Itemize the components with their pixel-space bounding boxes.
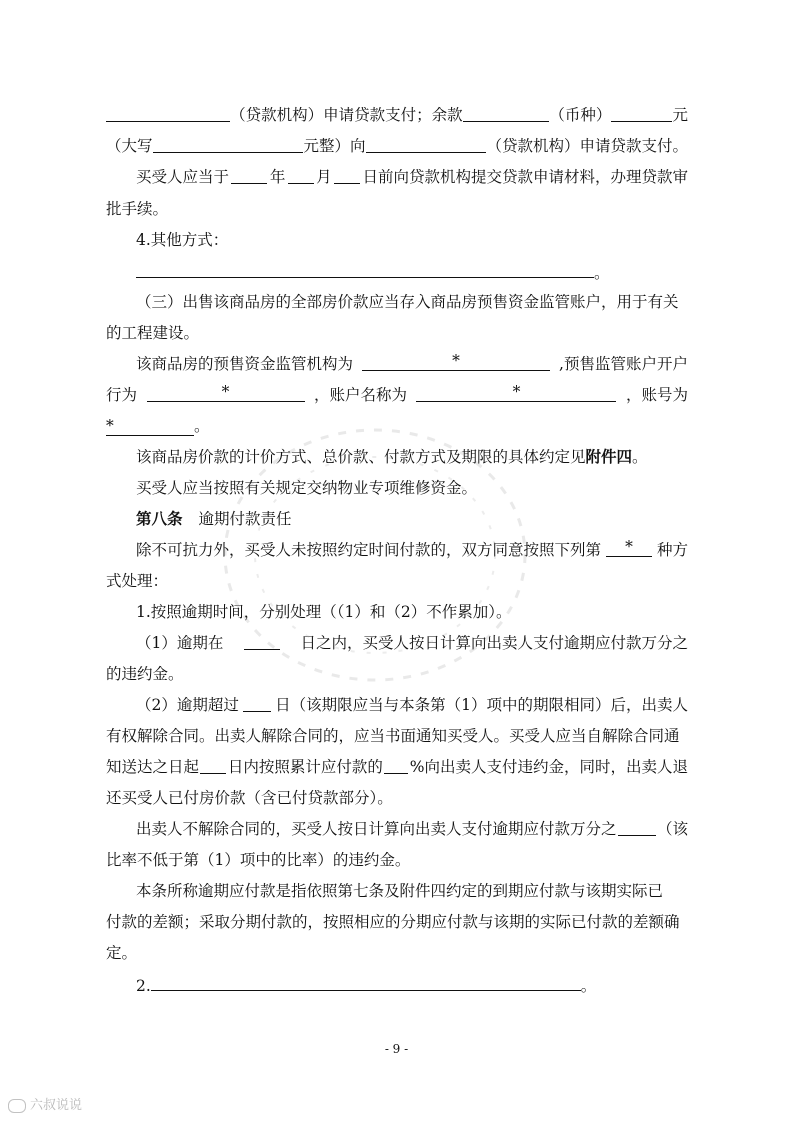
paragraph-line	[106, 104, 688, 126]
text-run: 。	[194, 417, 210, 435]
paragraph-line	[136, 260, 610, 284]
blank-field	[136, 260, 594, 278]
text-run: （1）逾期在	[136, 634, 224, 652]
paragraph-line: 定。	[106, 944, 138, 962]
text-run: 出卖人不解除合同的，买受人按日计算向出卖人支付逾期应付款万分之	[136, 820, 617, 838]
text-run: 除不可抗力外，买受人未按照约定时间付款的，双方同意按照下列第	[136, 541, 602, 559]
blank-field	[334, 166, 360, 184]
text-run: 。	[594, 264, 610, 282]
page-number: - 9 -	[384, 1042, 409, 1056]
paragraph-line	[136, 166, 688, 188]
text-run: ,预售监管账户开户	[559, 355, 688, 373]
text-run: 元	[672, 106, 688, 124]
blank-field	[231, 166, 267, 184]
paragraph-line: 买受人应当按照有关规定交纳物业专项维修资金。	[136, 479, 478, 497]
paragraph-line: 的工程建设。	[106, 324, 200, 342]
paragraph-line: 有权解除合同。出卖人解除合同的，应当书面通知买受人。买受人应当自解除合同通	[106, 727, 680, 745]
paragraph-line: 比率不低于第（1）项中的比率）的违约金。	[106, 851, 411, 869]
blank-field	[153, 135, 303, 153]
text-run: （该	[656, 820, 688, 838]
watermark-text: 六叔说说	[30, 1098, 83, 1113]
paragraph-line: 4.其他方式：	[136, 231, 229, 249]
paragraph-line	[136, 973, 596, 997]
paragraph-line: 还买受人已付房价款（含已付贷款部分）。	[106, 789, 393, 807]
text-run: （贷款机构）申请贷款支付；余款	[230, 106, 463, 124]
text-run: （大写	[106, 137, 153, 155]
blank-field: *	[362, 353, 550, 371]
text-run: 行为	[106, 386, 138, 404]
paragraph-line: 本条所称逾期应付款是指依照第七条及附件四约定的到期应付款与该期实际已	[136, 882, 664, 900]
blank-field: *	[147, 384, 305, 402]
paragraph-line	[136, 818, 688, 840]
annex-reference: 附件四	[585, 447, 633, 466]
text-run: （币种）	[549, 106, 612, 124]
blank-field	[106, 104, 230, 122]
faint-seal-stamp	[210, 410, 540, 700]
text-run: 该商品房的预售资金监管机构为	[136, 355, 354, 373]
watermark-logo-icon	[8, 1099, 26, 1113]
paragraph-line	[106, 415, 210, 437]
text-run: 年	[269, 168, 286, 186]
blank-field	[200, 756, 226, 774]
text-run: 2.	[136, 977, 151, 995]
text-run: 日前向贷款机构提交贷款申请材料，办理贷款审	[362, 168, 688, 186]
text-run: 日（该期限应当与本条第（1）项中的期限相同）后，出卖人	[275, 696, 688, 714]
blank-field: *	[106, 418, 194, 436]
paragraph-line	[106, 384, 688, 406]
text-run: ，账号为	[625, 386, 688, 404]
text-run: （贷款机构）申请贷款支付。	[486, 137, 688, 155]
text-run: 月	[316, 168, 332, 186]
watermark	[8, 1094, 82, 1113]
paragraph-line: （三）出售该商品房的全部房价款应当存入商品房预售资金监管账户，用于有关	[136, 293, 679, 311]
paragraph-line	[106, 756, 688, 778]
text-run: 种方	[656, 541, 688, 559]
article-title: 逾期付款责任	[198, 510, 292, 528]
blank-field	[611, 104, 672, 122]
text-run: 。	[580, 977, 597, 995]
paragraph-line: 付款的差额；采取分期付款的，按照相应的分期应付款与该期的实际已付款的差额确	[106, 913, 680, 931]
blank-field	[384, 756, 408, 774]
blank-field	[463, 104, 550, 122]
text-run: 元整）向	[303, 137, 366, 155]
paragraph-line: 1.按照逾期时间，分别处理（（1）和（2）不作累加）。	[136, 603, 512, 621]
text-run: 日之内，买受人按日计算向出卖人支付逾期应付款万分之	[300, 634, 688, 652]
paragraph-line: 的违约金。	[106, 665, 184, 683]
paragraph-line: 批手续。	[106, 200, 169, 218]
paragraph-line: 式处理：	[106, 572, 169, 590]
blank-field	[366, 135, 486, 153]
blank-field	[618, 818, 656, 836]
text-run: %向出卖人支付违约金，同时，出卖人退	[409, 758, 688, 776]
text-run: 。	[632, 448, 648, 466]
text-run: （2）逾期超过	[136, 696, 239, 714]
article-number: 第八条	[136, 509, 183, 528]
text-run: 日内按照累计应付款的	[227, 758, 383, 776]
blank-field	[151, 973, 581, 991]
text-run: 买受人应当于	[136, 168, 230, 186]
blank-field	[288, 166, 314, 184]
blank-field: *	[416, 384, 616, 402]
paragraph-line	[136, 353, 688, 375]
text-run: 知送达之日起	[106, 758, 200, 776]
blank-field: *	[606, 539, 652, 557]
text-run: 该商品房价款的计价方式、总价款、付款方式及期限的具体约定见	[136, 448, 586, 466]
text-run: ，账户名称为	[313, 386, 407, 404]
paragraph-line	[106, 135, 688, 157]
